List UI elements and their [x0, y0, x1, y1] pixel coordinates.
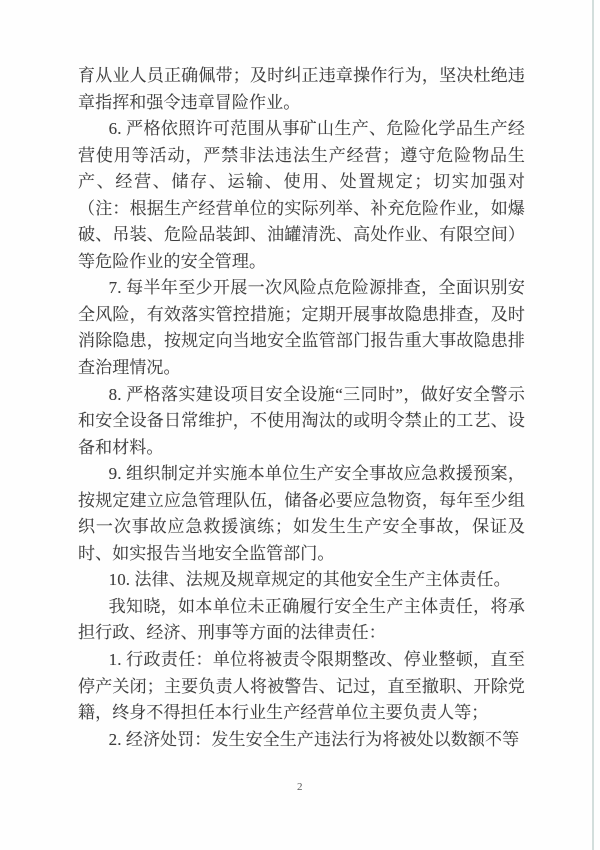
paragraph-item-6: 6. 严格依照许可范围从事矿山生产、危险化学品生产经营使用等活动，严禁非法违法生产经营；遵守危险物品生产、经营、储存、运输、使用、处置规定；切实加强对（注：根据生产经营单位的实际列举、补充危险作业，如爆破、吊装、危险品装卸、油罐清洗、高处作业、有限空间）等危险作业的安全管理。	[78, 119, 525, 271]
paragraph-item-9: 9. 组织制定并实施本单位生产安全事故应急救援预案，按规定建立应急管理队伍，储备必要应急物资，每年至少组织一次事故应急救援演练；如发生生产安全事故，保证及时、如实报告当地安全监管部门。	[78, 464, 525, 563]
document-body	[78, 63, 525, 753]
paragraph-item-7: 7. 每半年至少开展一次风险点危险源排查，全面识别安全风险，有效落实管控措施；定期开展事故隐患排查，及时消除隐患，按规定向当地安全监管部门报告重大事故隐患排查治理情况。	[78, 278, 525, 378]
paragraph-item-10: 10. 法律、法规及规章规定的其他安全生产主体责任。	[108, 570, 511, 590]
paragraph-acknowledgement: 我知晓，如本单位未正确履行安全生产主体责任，将承担行政、经济、刑事等方面的法律责任：	[78, 596, 525, 643]
scan-edge-artifact	[592, 0, 594, 850]
page-number: 2	[297, 781, 303, 793]
paragraph-liability-1: 1. 行政责任：单位将被责令限期整改、停业整顿，直至停产关闭；主要负责人将被警告、记过，直至撤职、开除党籍，终身不得担任本行业生产经营单位主要负责人等；	[78, 650, 525, 723]
paragraph-liability-2: 2. 经济处罚：发生安全生产违法行为将被处以数额不等	[108, 729, 520, 749]
paragraph-item-8: 8. 严格落实建设项目安全设施“三同时”，做好安全警示和安全设备日常维护，不使用淘汰的或明令禁止的工艺、设备和材料。	[78, 384, 525, 457]
paragraph-continuation: 育从业人员正确佩带；及时纠正违章操作行为，坚决杜绝违章指挥和强令违章冒险作业。	[78, 66, 525, 112]
